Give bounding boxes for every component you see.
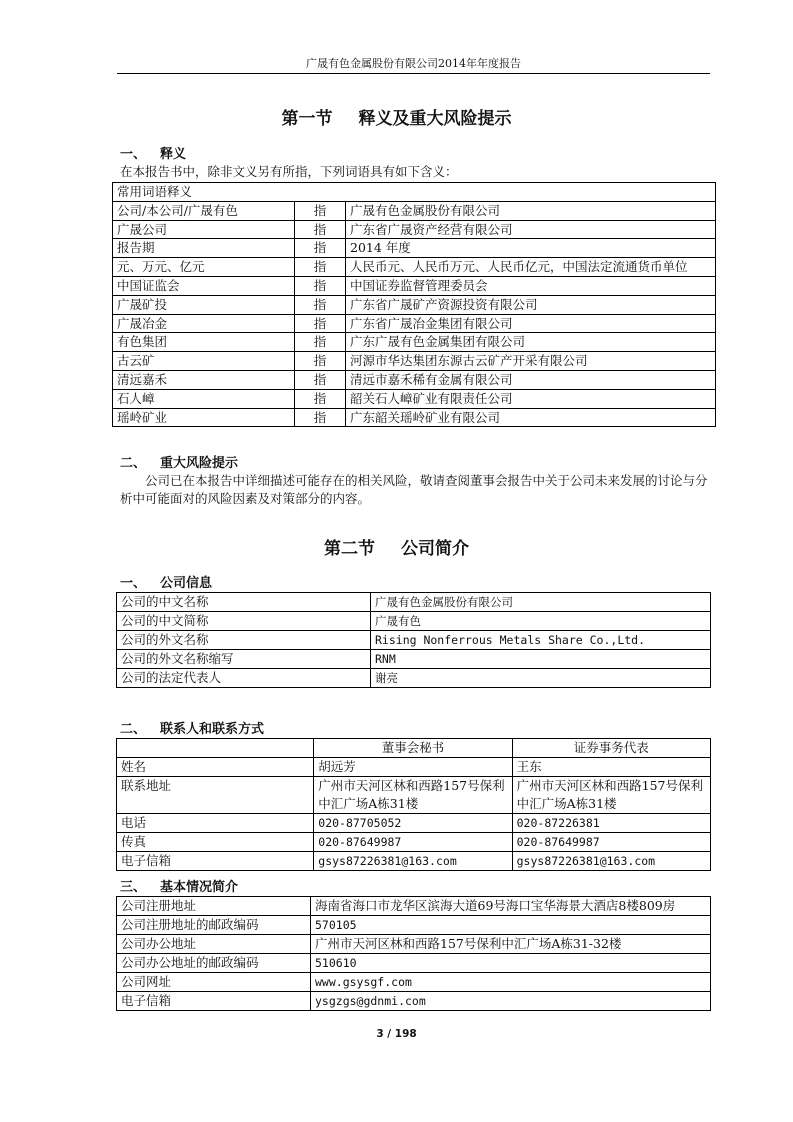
definition-term: 广晟冶金: [113, 314, 295, 333]
contacts-representative: 广州市天河区林和西路157号保利中汇广场A栋31楼: [512, 777, 710, 814]
definitions-caption: 常用词语释义: [113, 183, 716, 202]
basic-info-value: 海南省海口市龙华区滨海大道69号海口宝华海景大酒店8楼809房: [311, 897, 711, 916]
section2-title: [0, 534, 793, 559]
company-info-value: 广晟有色: [371, 612, 711, 631]
contacts-row: [117, 852, 711, 871]
definition-term: 公司/本公司/广晟有色: [113, 201, 295, 220]
definition-row: [113, 258, 716, 277]
definitions-table: [112, 182, 716, 427]
definition-term: 广晟矿投: [113, 295, 295, 314]
definition-ref: 指: [295, 239, 346, 258]
definition-term: 有色集团: [113, 333, 295, 352]
contacts-header-cell: [117, 739, 314, 758]
section1-title: [0, 104, 793, 129]
contacts-row: [117, 833, 711, 852]
section1-number: 第一节: [281, 109, 333, 129]
basic-info-row: [117, 916, 711, 935]
definition-ref: 指: [295, 314, 346, 333]
company-info-label: 公司的外文名称: [117, 631, 371, 650]
definition-term: 清远嘉禾: [113, 370, 295, 389]
definition-row: [113, 333, 716, 352]
contacts-header-cell: 证券事务代表: [512, 739, 710, 758]
basic-info-label: 公司网址: [117, 973, 311, 992]
definition-row: [113, 276, 716, 295]
definition-meaning: 广东广晟有色金属集团有限公司: [346, 333, 716, 352]
header-rule: [117, 73, 710, 74]
basic-info-value: 广州市天河区林和西路157号保利中汇广场A栋31-32楼: [311, 935, 711, 954]
definition-row: [113, 295, 716, 314]
basic-info-row: [117, 992, 711, 1011]
definition-term: 广晟公司: [113, 220, 295, 239]
contacts-table: [116, 738, 711, 871]
definition-row: [113, 389, 716, 408]
contacts-row: [117, 814, 711, 833]
definition-row: [113, 352, 716, 371]
definition-ref: 指: [295, 295, 346, 314]
company-info-row: [117, 593, 711, 612]
company-info-row: [117, 650, 711, 669]
definition-row: [113, 370, 716, 389]
definition-ref: 指: [295, 408, 346, 427]
contacts-row: [117, 777, 711, 814]
definition-row: [113, 314, 716, 333]
company-info-value: 广晟有色金属股份有限公司: [371, 593, 711, 612]
risk-text: 公司已在本报告中详细描述可能存在的相关风险，敬请查阅董事会报告中关于公司未来发展的讨论与分析中可能面对的风险因素及对策部分的内容。: [120, 473, 708, 506]
definition-term: 报告期: [113, 239, 295, 258]
contacts-label: 联系地址: [117, 777, 314, 814]
definitions-intro: 在本报告书中，除非文义另有所指，下列词语具有如下含义：: [120, 164, 458, 179]
company-info-heading: 一、 公司信息: [120, 576, 213, 591]
definition-ref: 指: [295, 258, 346, 277]
company-info-value: Rising Nonferrous Metals Share Co.,Ltd.: [371, 631, 711, 650]
risk-heading: 二、 重大风险提示: [120, 456, 239, 471]
company-info-label: 公司的中文名称: [117, 593, 371, 612]
definition-meaning: 广东省广晟矿产资源投资有限公司: [346, 295, 716, 314]
basic-info-label: 公司注册地址的邮政编码: [117, 916, 311, 935]
page-header: 广晟有色金属股份有限公司2014年年度报告: [306, 57, 521, 70]
definition-term: 石人嶂: [113, 389, 295, 408]
contacts-secretary: 020-87705052: [314, 814, 512, 833]
definition-term: 中国证监会: [113, 276, 295, 295]
definition-ref: 指: [295, 333, 346, 352]
page-number: 3 / 198: [376, 1028, 417, 1040]
contacts-header-cell: 董事会秘书: [314, 739, 512, 758]
contacts-row: [117, 758, 711, 777]
definition-term: 古云矿: [113, 352, 295, 371]
company-info-label: 公司的外文名称缩写: [117, 650, 371, 669]
section2-number: 第二节: [324, 539, 375, 559]
contacts-label: 电子信箱: [117, 852, 314, 871]
contacts-representative: 020-87649987: [512, 833, 710, 852]
definition-ref: 指: [295, 201, 346, 220]
contacts-label: 电话: [117, 814, 314, 833]
basic-info-row: [117, 897, 711, 916]
definition-meaning: 清远市嘉禾稀有金属有限公司: [346, 370, 716, 389]
basic-info-label: 公司注册地址: [117, 897, 311, 916]
section1-heading: 释义及重大风险提示: [358, 109, 512, 129]
company-info-label: 公司的中文简称: [117, 612, 371, 631]
basic-info-heading: 三、 基本情况简介: [120, 880, 239, 895]
contacts-secretary: 020-87649987: [314, 833, 512, 852]
contacts-label: 传真: [117, 833, 314, 852]
definition-row: [113, 201, 716, 220]
basic-info-row: [117, 954, 711, 973]
section2-heading: 公司简介: [401, 539, 469, 559]
basic-info-value: 510610: [311, 954, 711, 973]
basic-info-row: [117, 973, 711, 992]
contacts-secretary: 胡远芳: [314, 758, 512, 777]
definition-meaning: 中国证券监督管理委员会: [346, 276, 716, 295]
company-info-table: [116, 592, 711, 688]
definition-ref: 指: [295, 352, 346, 371]
definition-ref: 指: [295, 370, 346, 389]
basic-info-row: [117, 935, 711, 954]
definition-ref: 指: [295, 389, 346, 408]
definition-row: [113, 239, 716, 258]
basic-info-label: 电子信箱: [117, 992, 311, 1011]
definitions-heading: 一、 释义: [120, 147, 187, 162]
definition-meaning: 人民币元、人民币万元、人民币亿元，中国法定流通货币单位: [346, 258, 716, 277]
definition-meaning: 河源市华达集团东源古云矿产开采有限公司: [346, 352, 716, 371]
basic-info-value: www.gsysgf.com: [311, 973, 711, 992]
basic-info-label: 公司办公地址: [117, 935, 311, 954]
definition-row: [113, 408, 716, 427]
definition-row: [113, 220, 716, 239]
company-info-value: RNM: [371, 650, 711, 669]
contacts-representative: 王东: [512, 758, 710, 777]
definition-ref: 指: [295, 220, 346, 239]
contacts-label: 姓名: [117, 758, 314, 777]
basic-info-label: 公司办公地址的邮政编码: [117, 954, 311, 973]
definition-meaning: 2014 年度: [346, 239, 716, 258]
company-info-row: [117, 612, 711, 631]
basic-info-table: [116, 896, 711, 1011]
contacts-secretary: 广州市天河区林和西路157号保利中汇广场A栋31楼: [314, 777, 512, 814]
definition-term: 瑶岭矿业: [113, 408, 295, 427]
contacts-header-row: [117, 739, 711, 758]
definition-meaning: 广晟有色金属股份有限公司: [346, 201, 716, 220]
basic-info-value: 570105: [311, 916, 711, 935]
definition-meaning: 广东省广晟资产经营有限公司: [346, 220, 716, 239]
contacts-representative: gsys87226381@163.com: [512, 852, 710, 871]
contacts-secretary: gsys87226381@163.com: [314, 852, 512, 871]
definition-ref: 指: [295, 276, 346, 295]
company-info-value: 谢亮: [371, 669, 711, 688]
company-info-row: [117, 631, 711, 650]
definitions-caption-row: [113, 183, 716, 202]
company-info-label: 公司的法定代表人: [117, 669, 371, 688]
basic-info-value: ysgzgs@gdnmi.com: [311, 992, 711, 1011]
contacts-representative: 020-87226381: [512, 814, 710, 833]
definition-meaning: 广东省广晟冶金集团有限公司: [346, 314, 716, 333]
definition-meaning: 广东韶关瑶岭矿业有限公司: [346, 408, 716, 427]
company-info-row: [117, 669, 711, 688]
definition-meaning: 韶关石人嶂矿业有限责任公司: [346, 389, 716, 408]
contacts-heading: 二、 联系人和联系方式: [120, 722, 265, 737]
definition-term: 元、万元、亿元: [113, 258, 295, 277]
